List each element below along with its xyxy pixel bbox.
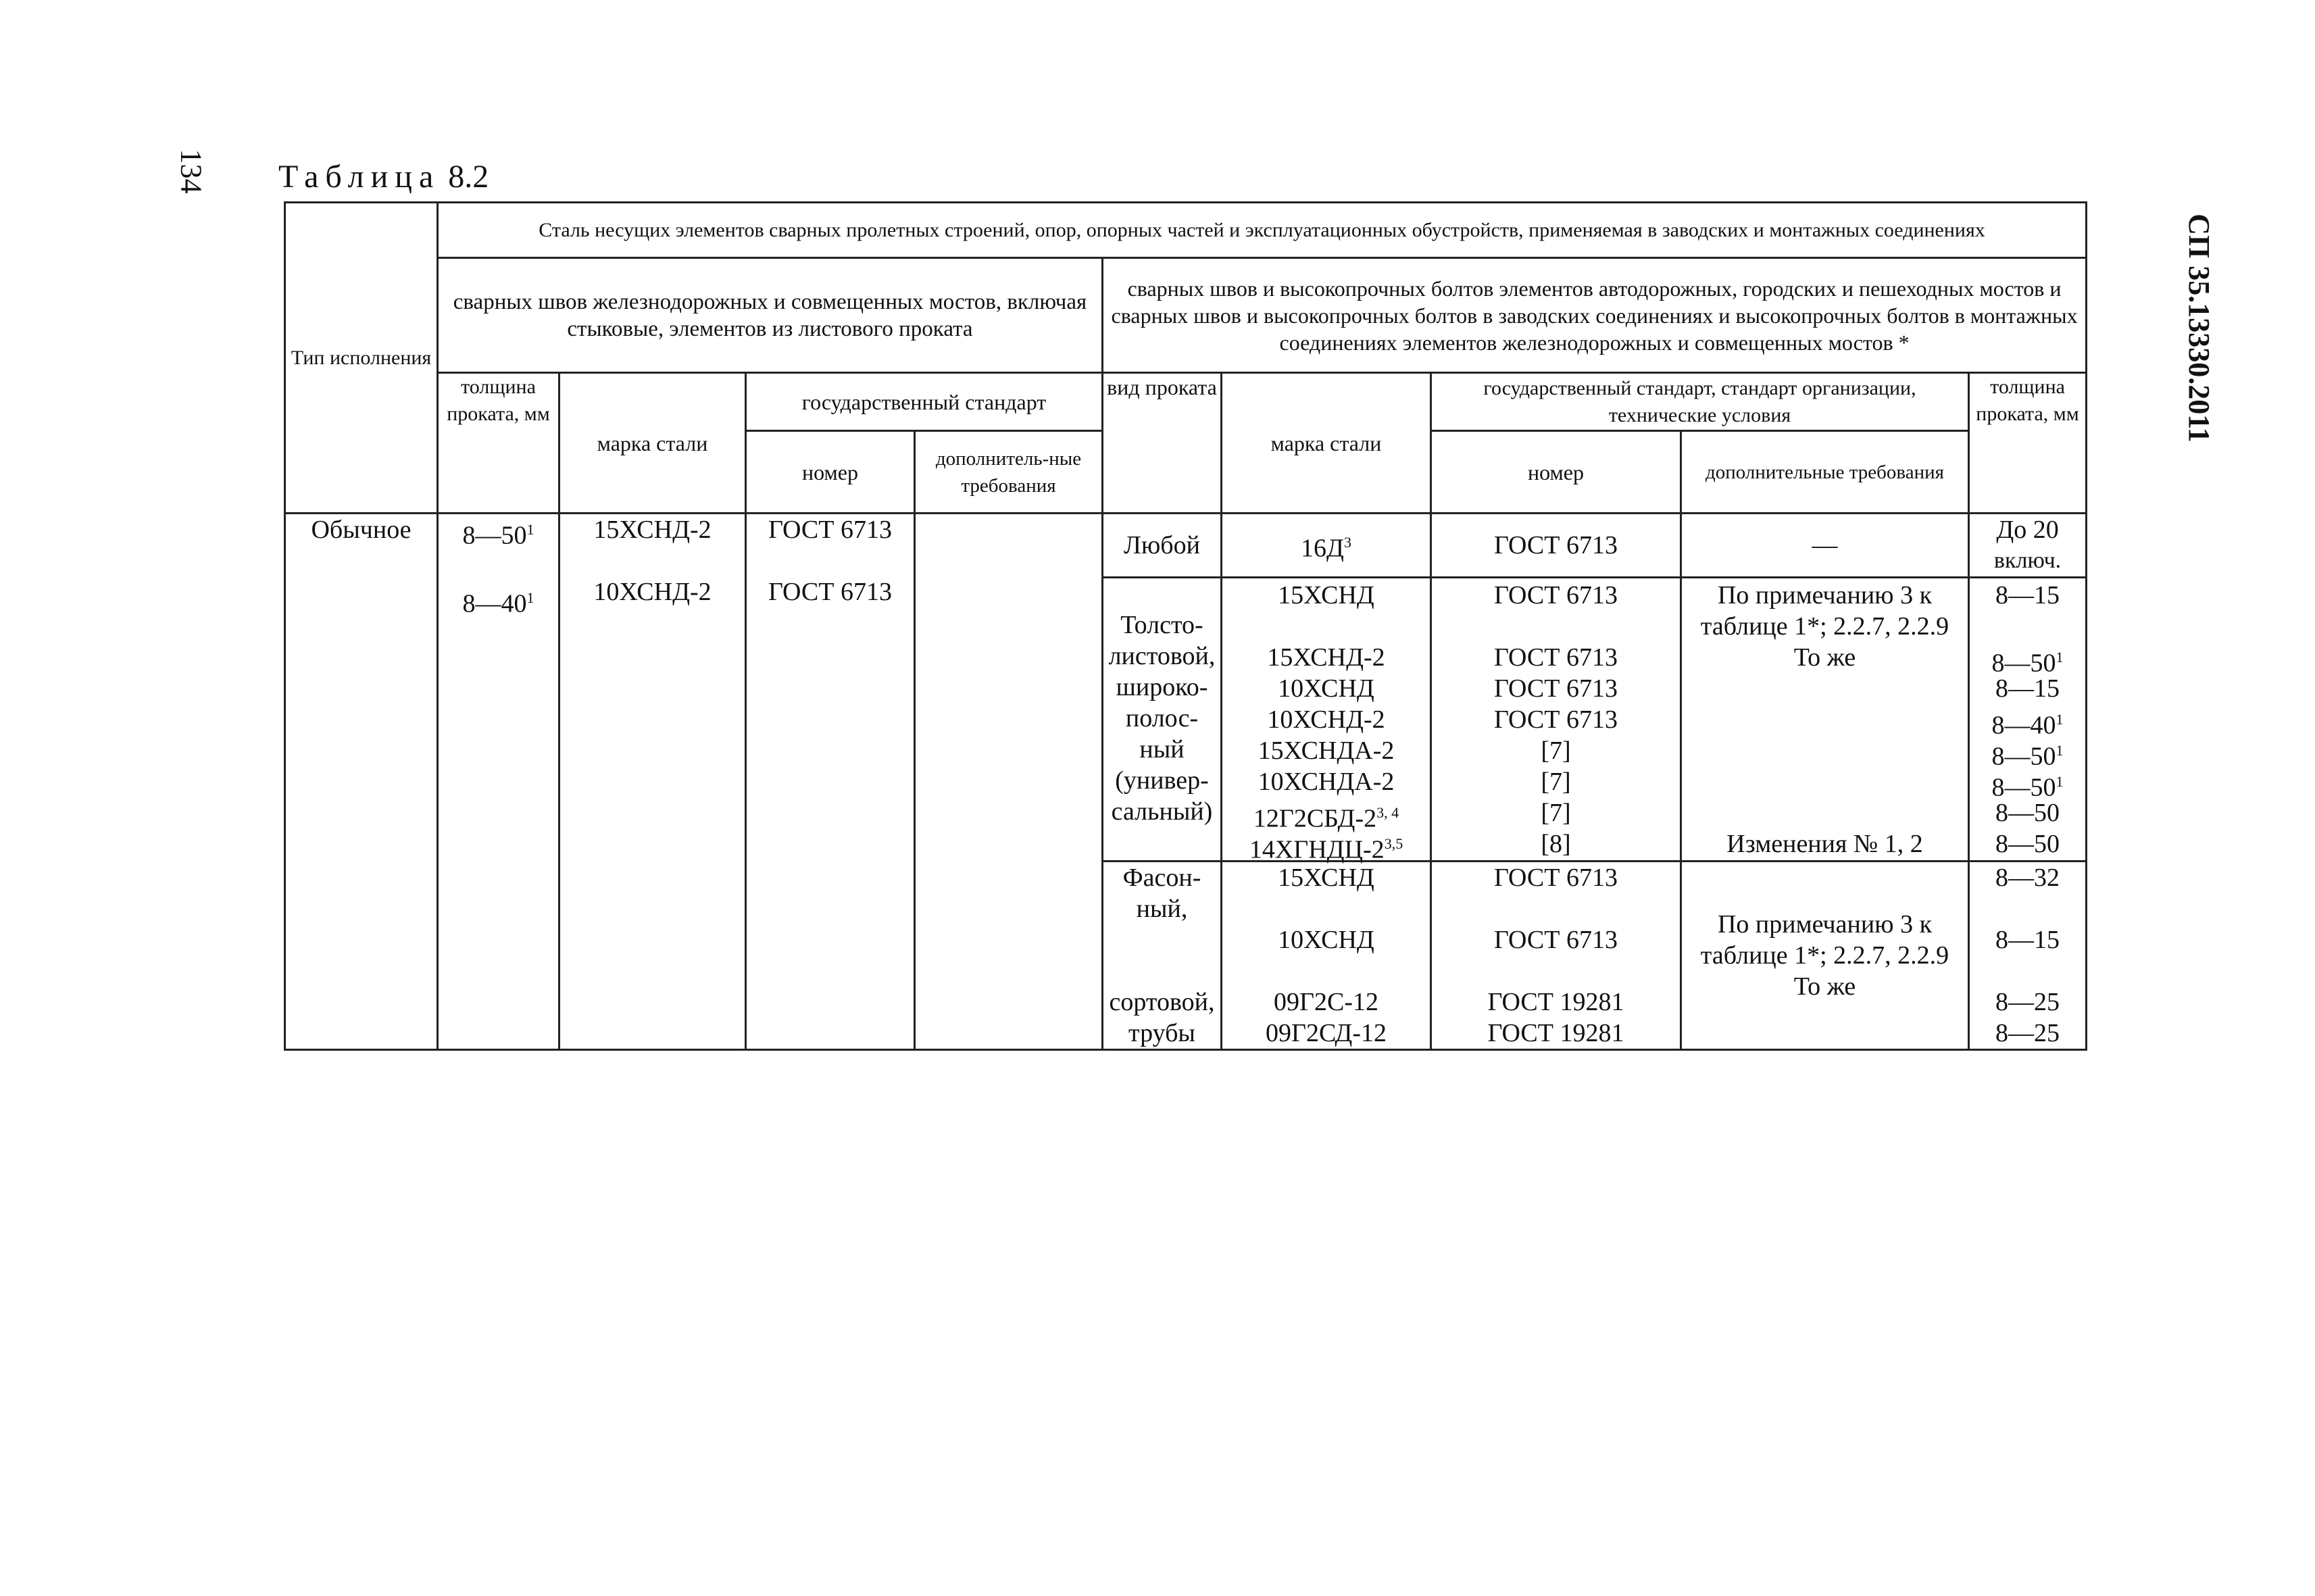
header-group-right: сварных швов и высокопрочных болтов элементов автодорожных, городских и пешеходных мостов и сварных швов и высокопрочных болтов в заводских соединениях и высокопрочных болтов в монтажных соединениях элементов железнодорожных и совмещенных мостов * (1103, 258, 2087, 373)
page-number: 134 (174, 149, 208, 194)
thick-any: До 20 включ. (1969, 514, 2087, 578)
sheet-grades: 15ХСНД 15ХСНД-2 10ХСНД 10ХСНД-2 15ХСНДА-2 10ХСНДА-2 12Г2СБД-2$^{3, 4}$ 14ХГНДЦ-2$^{3,5}$ (1222, 578, 1431, 862)
extra-any: — (1681, 514, 1969, 578)
cell-type: Обычное (285, 514, 438, 1050)
header-steel-grade-right: марка стали (1222, 373, 1431, 514)
rolled-any: Любой (1103, 514, 1222, 578)
cell-left-grade (559, 514, 746, 1050)
table-title-number: 8.2 (448, 159, 489, 195)
table-title-word: Таблица (278, 159, 441, 195)
rolled-sheet: Толсто- листовой, широко- полос- ный (универ- сальный) (1103, 578, 1222, 862)
cell-left-thickness (438, 514, 559, 1050)
left-std-1: ГОСТ 6713 (768, 516, 892, 544)
shape-thickness: 8—32 8—15 8—25 8—25 (1969, 862, 2087, 1050)
header-extra-req-left: дополнитель-ные требования (915, 431, 1103, 514)
header-state-standard: государственный стандарт (746, 373, 1103, 431)
sheet-std: ГОСТ 6713 ГОСТ 6713 ГОСТ 6713 ГОСТ 6713 [7] [7] [7] [8] (1431, 578, 1681, 862)
header-extra-req-right: дополнительные требования (1681, 431, 1969, 514)
steel-table (284, 201, 2087, 1051)
shape-extra: По примечанию 3 к таблице 1*; 2.2.7, 2.2.9 То же (1681, 862, 1969, 1050)
header-steel-grade: марка стали (559, 373, 746, 514)
rolled-shape: Фасон- ный, сортовой, трубы (1103, 862, 1222, 1050)
header-thickness: толщина проката, мм (438, 373, 559, 514)
header-top: Сталь несущих элементов сварных пролетных строений, опор, опорных частей и эксплуатационных обустройств, применяемая в заводских и монтажных соединениях (438, 203, 2087, 258)
left-grade-1: 15ХСНД-2 (593, 516, 712, 544)
header-thickness-right: толщина проката, мм (1969, 373, 2087, 514)
left-std-2: ГОСТ 6713 (768, 578, 892, 606)
header-number-right: номер (1431, 431, 1681, 514)
header-group-left: сварных швов железнодорожных и совмещенных мостов, включая стыковые, элементов из листового проката (438, 258, 1103, 373)
header-rolled-type: вид проката (1103, 373, 1222, 514)
grade-any: $16Д^3$ (1222, 514, 1431, 578)
left-grade-2: 10ХСНД-2 (593, 578, 712, 606)
header-standard-org: государственный стандарт, стандарт организации, технические условия (1431, 373, 1969, 431)
sheet-thickness: 8—15 $8—50^1$ 8—15 $8—40^1$ $8—50^1$ $8—50^1$ 8—50 8—50 (1969, 578, 2087, 862)
cell-left-extra (915, 514, 1103, 1050)
shape-std: ГОСТ 6713 ГОСТ 6713 ГОСТ 19281 ГОСТ 19281 (1431, 862, 1681, 1050)
cell-left-std (746, 514, 915, 1050)
left-thickness-2: $8—40^1$ (462, 589, 534, 618)
sheet-extra: По примечанию 3 к таблице 1*; 2.2.7, 2.2.9 То же Изменения № 1, 2 (1681, 578, 1969, 862)
table-title (278, 158, 489, 195)
std-any: ГОСТ 6713 (1431, 514, 1681, 578)
header-type: Тип исполнения (285, 203, 438, 514)
document-code: СП 35.13330.2011 (2182, 214, 2216, 443)
left-thickness-1: $8—50^1$ (462, 521, 534, 550)
shape-grades: 15ХСНД 10ХСНД 09Г2С-12 09Г2СД-12 (1222, 862, 1431, 1050)
header-number: номер (746, 431, 915, 514)
